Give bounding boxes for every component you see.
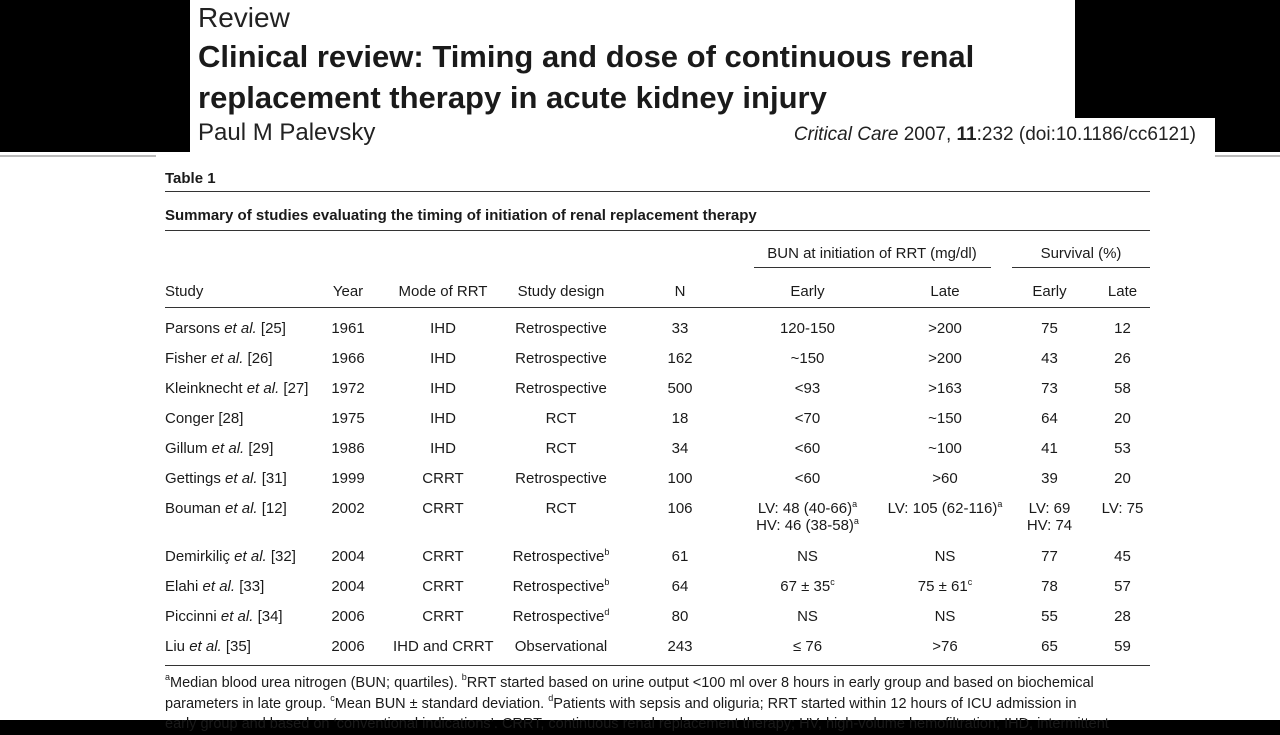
group-header-bun: BUN at initiation of RRT (mg/dl) <box>767 245 977 262</box>
table-label: Table 1 <box>165 170 216 187</box>
cell-n: 61 <box>671 548 689 565</box>
cell-mode: IHD <box>430 410 456 427</box>
col-survival-late: Late <box>1107 283 1138 300</box>
cell-n: 64 <box>671 578 689 595</box>
cell-study: Piccinni et al. [34] <box>165 608 283 625</box>
cell-bun-late: >60 <box>932 470 958 487</box>
cell-year: 2004 <box>331 578 365 595</box>
group-header-survival: Survival (%) <box>1040 245 1122 262</box>
cell-year: 1999 <box>331 470 365 487</box>
cell-survival-early: 41 <box>1041 440 1058 457</box>
cell-bun-late: ~150 <box>928 410 962 427</box>
cell-design: Retrospective$^d$ <box>512 607 610 625</box>
article-title: Clinical review: Timing and dose of continuous renal replacement therapy in acute kidney injury <box>198 39 975 115</box>
cell-n: 80 <box>671 608 689 625</box>
cell-survival-late: 45 <box>1114 548 1131 565</box>
col-year: Year <box>332 283 364 300</box>
cell-bun-early: ~150 <box>790 350 825 367</box>
cell-mode: CRRT <box>422 470 464 487</box>
cell-bun-early: NS <box>797 548 818 565</box>
cell-survival-early: 39 <box>1041 470 1058 487</box>
cell-bun-early: <60 <box>794 470 821 487</box>
cell-design: RCT <box>545 410 577 427</box>
cell-year: 1966 <box>331 350 365 367</box>
cell-study: Bouman et al. [12] <box>165 500 287 517</box>
cell-mode: IHD <box>430 350 456 367</box>
divider-left <box>0 155 156 157</box>
citation-year: 2007, <box>903 124 952 145</box>
cell-study: Demirkiliç et al. [32] <box>165 548 296 565</box>
cell-mode: CRRT <box>422 578 464 595</box>
col-study: Study <box>165 283 204 300</box>
cell-design: Retrospective$^b$ <box>512 577 610 595</box>
cell-survival-early: 75 <box>1041 320 1058 337</box>
cell-mode: CRRT <box>422 608 464 625</box>
cell-survival-late: 53 <box>1114 440 1131 457</box>
cell-year: 1975 <box>331 410 365 427</box>
cell-bun-early: LV: 48 $(40-66)^a$ HV: 46 $(38-58)^a$ <box>756 499 859 534</box>
col-survival-early: Early <box>1032 283 1067 300</box>
cell-n: 100 <box>667 470 693 487</box>
col-n: N <box>674 283 686 300</box>
cell-survival-late: 20 <box>1114 410 1131 427</box>
cell-survival-early: 65 <box>1041 638 1058 655</box>
cell-bun-late: NS <box>934 548 956 565</box>
col-bun-early: Early <box>790 283 825 300</box>
cell-survival-late: 12 <box>1114 320 1131 337</box>
cell-survival-early: 64 <box>1041 410 1058 427</box>
cell-study: Fisher et al. [26] <box>165 350 273 367</box>
cell-year: 1986 <box>331 440 365 457</box>
footnote-line-2: parameters in late group. $^c$Mean BUN ± standard deviation. $^d$Patients with sepsis and oliguria; RRT started within 12 hours of ICU admission in <box>165 692 1077 712</box>
table-panel <box>0 152 1280 720</box>
rule-top <box>165 191 1150 192</box>
cell-study: Conger [28] <box>165 410 244 427</box>
cell-survival-early: LV: 69 HV: 74 <box>1026 500 1073 534</box>
cell-bun-late: >200 <box>928 320 962 337</box>
cell-design: Retrospective <box>515 380 607 397</box>
cell-year: 2004 <box>331 548 365 565</box>
cell-year: 1972 <box>331 380 365 397</box>
cell-bun-early: 120-150 <box>779 320 836 337</box>
cell-n: 33 <box>671 320 689 337</box>
group-rule-bun <box>754 267 991 268</box>
col-bun-late: Late <box>930 283 960 300</box>
footnote-line-1: $^a$Median blood urea nitrogen (BUN; quartiles). $^b$RRT started based on urine output <100 ml over 8 hours in early group and based on biochemical <box>165 672 1094 691</box>
citation-pages: :232 (doi:10.1186/cc6121) <box>976 124 1196 145</box>
cell-bun-early: NS <box>797 608 818 625</box>
journal-name: Critical Care <box>793 124 899 145</box>
cell-n: 500 <box>667 380 693 397</box>
cell-n: 106 <box>667 500 693 517</box>
cell-bun-late: NS <box>934 608 956 625</box>
cell-mode: IHD <box>430 320 456 337</box>
cell-survival-late: 28 <box>1114 608 1131 625</box>
cell-n: 18 <box>671 410 689 427</box>
cell-study: Liu et al. [35] <box>165 638 251 655</box>
cell-survival-late: 57 <box>1114 578 1131 595</box>
cell-survival-early: 43 <box>1041 350 1058 367</box>
cell-mode: CRRT <box>422 500 464 517</box>
cell-design: Observational <box>514 638 608 655</box>
cell-bun-early: <60 <box>794 440 821 457</box>
cell-year: 1961 <box>331 320 365 337</box>
cell-bun-late: >76 <box>932 638 958 655</box>
rule-bottom <box>165 665 1150 666</box>
cell-design: Retrospective <box>515 320 607 337</box>
cell-bun-late: >200 <box>928 350 962 367</box>
cell-bun-early: $67 \pm 35^c$ <box>780 577 835 595</box>
cell-survival-late: 20 <box>1114 470 1131 487</box>
cell-survival-late: 59 <box>1114 638 1131 655</box>
cell-mode: IHD and CRRT <box>393 638 494 655</box>
cell-bun-early: <93 <box>794 380 821 397</box>
table-caption: Summary of studies evaluating the timing of initiation of renal replacement therapy <box>165 207 757 224</box>
cell-n: 34 <box>671 440 689 457</box>
cell-survival-late: 58 <box>1114 380 1131 397</box>
col-mode: Mode of RRT <box>398 283 488 300</box>
citation-volume: 11 <box>956 124 977 145</box>
cell-bun-late: ~100 <box>928 440 962 457</box>
cell-design: Retrospective <box>515 350 607 367</box>
cell-bun-late: >163 <box>928 380 962 397</box>
cell-year: 2002 <box>331 500 365 517</box>
cell-mode: IHD <box>430 440 456 457</box>
cell-study: Gettings et al. [31] <box>165 470 287 487</box>
col-design: Study design <box>517 283 605 300</box>
divider-right <box>1215 155 1280 157</box>
cell-bun-late: LV: 105 $(62-116)^a$ <box>887 499 1003 517</box>
cell-design: Retrospective <box>515 470 607 487</box>
cell-n: 243 <box>667 638 693 655</box>
group-rule-survival <box>1012 267 1150 268</box>
cell-study: Elahi et al. [33] <box>165 578 265 595</box>
cell-mode: CRRT <box>422 548 464 565</box>
cell-study: Parsons et al. [25] <box>165 320 286 337</box>
table-footnote <box>165 673 1155 735</box>
footnote-line-3: early group and based on ‘conventional indications’. CRRT, continuous renal replacement therapy; HV, high-volume hemofiltration; IHD, intermittent <box>165 716 1109 732</box>
cell-bun-early: <70 <box>794 410 821 427</box>
cell-bun-early: ≤ 76 <box>792 638 823 655</box>
cell-survival-late: LV: 75 <box>1101 500 1144 517</box>
cell-survival-early: 77 <box>1041 548 1058 565</box>
cell-survival-early: 55 <box>1041 608 1058 625</box>
citation <box>794 124 1196 146</box>
cell-design: Retrospective$^b$ <box>512 547 610 565</box>
cell-survival-early: 73 <box>1041 380 1058 397</box>
cell-year: 2006 <box>331 608 365 625</box>
author: Paul M Palevsky <box>198 119 376 146</box>
cell-mode: IHD <box>430 380 456 397</box>
rule-caption <box>165 230 1150 231</box>
cell-study: Kleinknecht et al. [27] <box>165 380 309 397</box>
cell-survival-late: 26 <box>1114 350 1131 367</box>
section-label: Review <box>198 2 290 33</box>
cell-survival-early: 78 <box>1041 578 1058 595</box>
cell-n: 162 <box>667 350 693 367</box>
cell-design: RCT <box>545 500 577 517</box>
cell-design: RCT <box>545 440 577 457</box>
cell-year: 2006 <box>331 638 365 655</box>
rule-header <box>165 307 1150 308</box>
cell-study: Gillum et al. [29] <box>165 440 274 457</box>
cell-bun-late: $75 \pm 61^c$ <box>917 577 973 595</box>
